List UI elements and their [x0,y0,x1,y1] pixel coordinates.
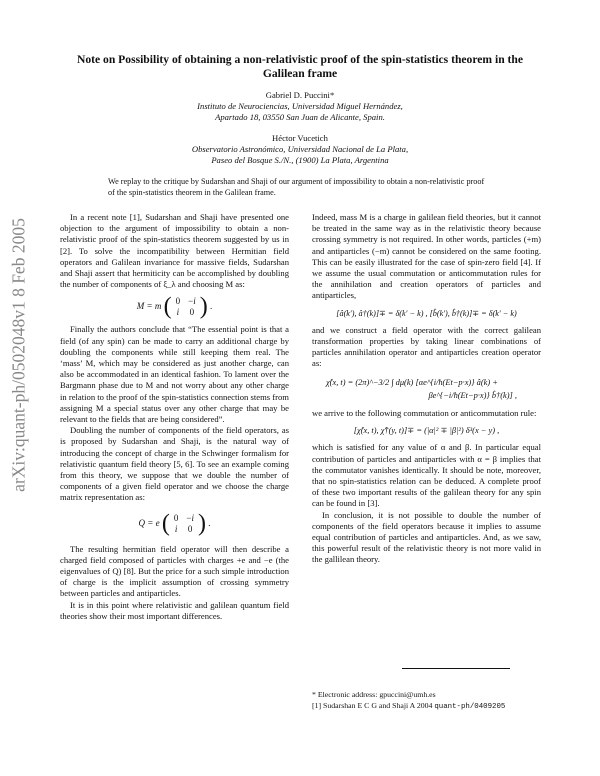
right-paragraph-4: which is satisfied for any value of α and β. In particular equal contribution of particles and antiparticles with α = β implies that the commutator vanishes identically. It should be note, moreover, that no spin-statistics relation can be deduced. A complete proof of these two important results of the galilean theory for any spin can be found in [3]. [312,442,541,509]
left-paragraph-5: It is in this point where relativistic and galilean quantum field theories show their most important differences. [60,599,289,621]
equation-mass-matrix: M = m ( 0 −i i 0 ) . [136,293,213,320]
right-paragraph-1: Indeed, mass M is a charge in galilean field theories, but it cannot be treated in the same way as in the relativistic theory because crossing symmetry is not required. In other words, particles (+m) and antiparticles (−m) cannot be considered on the same footing. This can be easily illustrated for the case of spin-zero field [4]. If we assume the usual commutation or anticommutation rules for the annihilation and creation operators of particles and antiparticles, [312,212,541,301]
eq2-lhs: Q = e [138,517,160,528]
paper-title: Note on Possibility of obtaining a non-relativistic proof of the spin-statistics theorem in the Galilean frame [76,53,524,80]
footnote-email: * Electronic address: gpuccini@umh.es [312,690,436,699]
arxiv-sidebar [6,205,32,505]
equation-field-operator-line-2: βe^{−i/ħ(Et−p·x)} b̂†(k)] , [428,390,517,400]
eq1-lhs: M = m [136,301,162,312]
left-paragraph-4: The resulting hermitian field operator will then describe a charged field composed of particles with charges +e and −e (the eigenvalues of Q) [8]. But the price for a such simple introduction of charge is the implicit assumption of crossing symmetry between particles and antiparticles. [60,543,289,599]
abstract: We replay to the critique by Sudarshan and Shaji of our argument of impossibility to obtain a non-relativistic proof of the spin-statistics theorem in the Galilean frame. [108,177,485,197]
reference-1 [312,701,552,712]
left-paragraph-3: Doubling the number of components of the field operators, as is proposed by Sudarshan and Shaji, is the natural way of introducing the concept of charge in the Schwinger formalism for relativistic quantum field theory [5, 6]. To see an example coming from this theory, we suppose that we double the number of components of a given field operator and we choose the charge matrix representation as: [60,425,289,503]
affiliation-1-line-2: Apartado 18, 03550 San Juan de Alicante, Spain. [215,112,385,122]
affiliation-2-line-2: Paseo del Bosque S./N., (1900) La Plata, Argentina [211,155,389,165]
author-1: Gabriel D. Puccini* [265,90,335,100]
affiliation-2-line-1: Observatorio Astronómico, Universidad Nacional de La Plata, [191,144,409,154]
right-paragraph-5: In conclusion, it is not possible to double the number of components of the field operators because it implies to assume equal contribution of particles and antiparticles. And, as we saw, this powerful result of the relativistic theory is not more valid in the gallilean theory. [312,509,541,565]
equation-charge-matrix: Q = e ( 0 −i i 0 ) . [138,510,211,537]
equation-field-operator-line-1: χ̂(x, t) = (2π)^−3/2 ∫ dμ(k) [αe^{i/ħ(Et−p·x)} â(k) + [326,377,498,387]
affiliation-1-line-1: Instituto de Neurociencias, Universidad Miguel Hernández, [197,101,403,111]
right-column [312,212,541,566]
footnote-rule [402,668,510,669]
equation-field-commutator: [χ̂(x, t), χ̂†(y, t)]∓ = (|α|² ∓ |β|²) δ³(x − y) , [353,426,500,436]
reference-1-text: [1] Sudarshan E C G and Shaji A 2004 [312,701,435,710]
right-paragraph-3: we arrive to the following commutation or anticommutation rule: [312,408,537,419]
reference-1-id: quant-ph/0409205 [434,703,506,711]
right-paragraph-2: and we construct a field operator with the correct galilean transformation properties by taking linear combinations of particles annihilation operator and antiparticles creation operator as: [312,324,541,369]
author-2: Héctor Vucetich [272,133,328,143]
left-paragraph-1: In a recent note [1], Sudarshan and Shaji have presented one objection to the argument of impossibility to obtain a non-relativistic proof of the spin-statistics theorem suggested by us in [2]. To solve the incompatibility between Hermitian field operators and Galilean invariance for massive fields, Sudarshan and Shaji assert that hermiticity can be accomplished by doubling the number of components of ξ_λ and choosing M as: [60,212,289,290]
arxiv-id: arXiv:quant-ph/0502048v1 8 Feb 2005 [8,218,29,492]
left-column [60,212,289,622]
equation-commutation-rules: [â(k′), â†(k)]∓ = δ(k′ − k) , [b̂(k′), b̂†(k)]∓ = δ(k′ − k) [336,308,517,318]
left-paragraph-2: Finally the authors conclude that “The essential point is that a field (of any spin) can be made to carry an additional charge by doubling the components while still keeping them real. The ‘mass’ M, which may be considered as just another charge, can also be accommodated in an identical fashion. To lament over the Bargmann phase due to M and not worry about any other charge in relation to the proof of the spin-statistics connection stems from assigning M a special status over any other charge that may be relevant to the fields that are being considered”. [60,324,289,425]
